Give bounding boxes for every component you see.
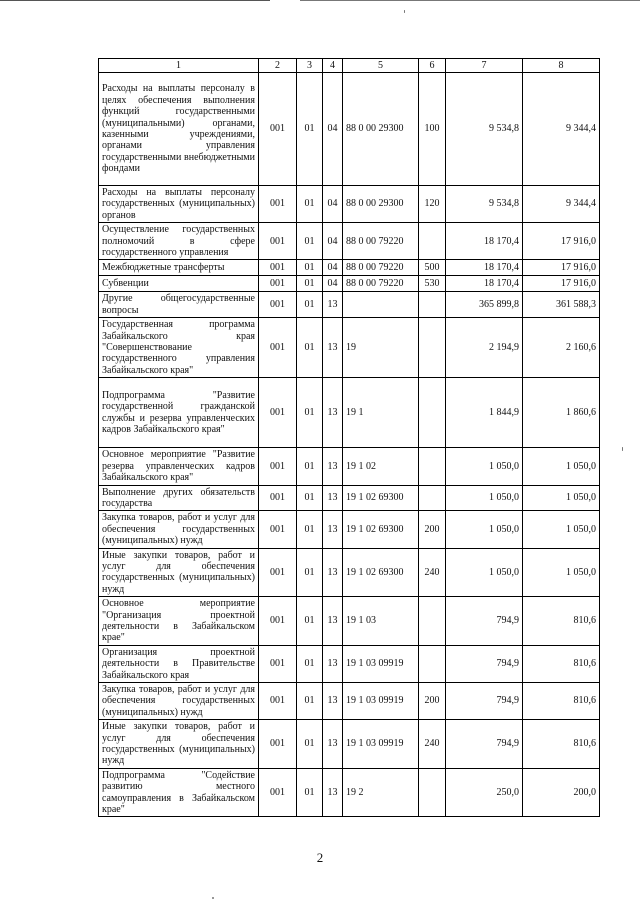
section-cell: 01 — [297, 768, 323, 817]
table-row — [99, 597, 600, 646]
amount-cell: 1 050,0 — [446, 511, 523, 548]
target-article-cell — [343, 292, 419, 318]
section-cell: 01 — [297, 276, 323, 292]
amount-cell: 9 534,8 — [446, 186, 523, 223]
code-cell: 001 — [259, 276, 297, 292]
subsection-cell: 13 — [323, 292, 343, 318]
code-cell: 001 — [259, 720, 297, 769]
section-cell: 01 — [297, 511, 323, 548]
row-name-cell: Расходы на выплаты персоналу государственных (муниципальных) органов — [99, 186, 259, 223]
amount-cell: 17 916,0 — [523, 260, 600, 276]
col-header-1: 1 — [99, 59, 259, 73]
row-name-cell: Основное мероприятие "Развитие резерва управленческих кадров Забайкальского края" — [99, 448, 259, 485]
expense-type-cell — [419, 485, 446, 511]
expense-type-cell: 120 — [419, 186, 446, 223]
amount-cell: 794,9 — [446, 645, 523, 682]
amount-cell: 365 899,8 — [446, 292, 523, 318]
amount-cell: 2 160,6 — [523, 318, 600, 378]
col-header-7: 7 — [446, 59, 523, 73]
amount-cell: 1 050,0 — [446, 448, 523, 485]
target-article-cell: 19 1 03 — [343, 597, 419, 646]
section-cell: 01 — [297, 260, 323, 276]
table-row — [99, 186, 600, 223]
target-article-cell: 88 0 00 79220 — [343, 276, 419, 292]
section-cell: 01 — [297, 73, 323, 186]
amount-cell: 361 588,3 — [523, 292, 600, 318]
section-cell: 01 — [297, 448, 323, 485]
table-row — [99, 485, 600, 511]
subsection-cell: 13 — [323, 318, 343, 378]
page-number: 2 — [316, 850, 324, 865]
subsection-cell: 13 — [323, 720, 343, 769]
section-cell: 01 — [297, 318, 323, 378]
table-row — [99, 683, 600, 720]
row-name-cell: Закупка товаров, работ и услуг для обеспечения государственных (муниципальных) нужд — [99, 511, 259, 548]
row-name-cell: Подпрограмма "Развитие государственной гражданской службы и резерва управленческих кадров Забайкальского края" — [99, 378, 259, 448]
section-cell: 01 — [297, 223, 323, 260]
amount-cell: 1 050,0 — [523, 485, 600, 511]
target-article-cell: 19 1 03 09919 — [343, 645, 419, 682]
code-cell: 001 — [259, 260, 297, 276]
amount-cell: 1 050,0 — [446, 485, 523, 511]
row-name-cell: Субвенции — [99, 276, 259, 292]
scan-speck — [212, 897, 214, 899]
code-cell: 001 — [259, 548, 297, 597]
target-article-cell: 19 — [343, 318, 419, 378]
amount-cell: 250,0 — [446, 768, 523, 817]
table-row — [99, 292, 600, 318]
row-name-cell: Закупка товаров, работ и услуг для обеспечения государственных (муниципальных) нужд — [99, 683, 259, 720]
subsection-cell: 04 — [323, 260, 343, 276]
expense-type-cell: 240 — [419, 548, 446, 597]
code-cell: 001 — [259, 378, 297, 448]
code-cell: 001 — [259, 768, 297, 817]
subsection-cell: 13 — [323, 683, 343, 720]
expense-type-cell — [419, 448, 446, 485]
subsection-cell: 13 — [323, 645, 343, 682]
amount-cell: 1 844,9 — [446, 378, 523, 448]
col-header-4: 4 — [323, 59, 343, 73]
section-cell: 01 — [297, 292, 323, 318]
target-article-cell: 19 1 03 09919 — [343, 683, 419, 720]
section-cell: 01 — [297, 378, 323, 448]
table-row — [99, 645, 600, 682]
amount-cell: 1 050,0 — [446, 548, 523, 597]
target-article-cell: 88 0 00 29300 — [343, 73, 419, 186]
code-cell: 001 — [259, 318, 297, 378]
amount-cell: 18 170,4 — [446, 260, 523, 276]
row-name-cell: Другие общегосударственные вопросы — [99, 292, 259, 318]
subsection-cell: 13 — [323, 485, 343, 511]
expense-type-cell — [419, 378, 446, 448]
amount-cell: 18 170,4 — [446, 276, 523, 292]
table-row — [99, 548, 600, 597]
row-name-cell: Осуществление государственных полномочий в сфере государственного управления — [99, 223, 259, 260]
code-cell: 001 — [259, 485, 297, 511]
col-header-2: 2 — [259, 59, 297, 73]
section-cell: 01 — [297, 720, 323, 769]
row-name-cell: Межбюджетные трансферты — [99, 260, 259, 276]
section-cell: 01 — [297, 645, 323, 682]
expense-type-cell: 500 — [419, 260, 446, 276]
row-name-cell: Государственная программа Забайкальского края "Совершенствование государственного управления Забайкальского края" — [99, 318, 259, 378]
row-name-cell: Выполнение других обязательств государства — [99, 485, 259, 511]
scan-speck — [404, 10, 405, 13]
budget-table — [98, 58, 600, 817]
section-cell: 01 — [297, 186, 323, 223]
target-article-cell: 19 1 02 69300 — [343, 548, 419, 597]
subsection-cell: 04 — [323, 186, 343, 223]
table-row — [99, 720, 600, 769]
expense-type-cell — [419, 223, 446, 260]
expense-type-cell: 200 — [419, 511, 446, 548]
expense-type-cell: 200 — [419, 683, 446, 720]
amount-cell: 810,6 — [523, 597, 600, 646]
code-cell: 001 — [259, 645, 297, 682]
amount-cell: 810,6 — [523, 720, 600, 769]
code-cell: 001 — [259, 511, 297, 548]
amount-cell: 794,9 — [446, 720, 523, 769]
scan-speck — [622, 447, 623, 451]
amount-cell: 9 344,4 — [523, 186, 600, 223]
target-article-cell: 88 0 00 79220 — [343, 260, 419, 276]
amount-cell: 810,6 — [523, 645, 600, 682]
col-header-8: 8 — [523, 59, 600, 73]
amount-cell: 1 050,0 — [523, 511, 600, 548]
target-article-cell: 19 1 02 69300 — [343, 485, 419, 511]
subsection-cell: 13 — [323, 768, 343, 817]
row-name-cell: Иные закупки товаров, работ и услуг для обеспечения государственных (муниципальных) нужд — [99, 720, 259, 769]
amount-cell: 794,9 — [446, 597, 523, 646]
target-article-cell: 19 1 03 09919 — [343, 720, 419, 769]
subsection-cell: 13 — [323, 548, 343, 597]
amount-cell: 17 916,0 — [523, 223, 600, 260]
amount-cell: 17 916,0 — [523, 276, 600, 292]
expense-type-cell — [419, 292, 446, 318]
code-cell: 001 — [259, 73, 297, 186]
amount-cell: 1 050,0 — [523, 448, 600, 485]
amount-cell: 18 170,4 — [446, 223, 523, 260]
code-cell: 001 — [259, 223, 297, 260]
code-cell: 001 — [259, 292, 297, 318]
expense-type-cell: 100 — [419, 73, 446, 186]
table-row — [99, 511, 600, 548]
section-cell: 01 — [297, 597, 323, 646]
code-cell: 001 — [259, 683, 297, 720]
subsection-cell: 04 — [323, 223, 343, 260]
row-name-cell: Основное мероприятие "Организация проектной деятельности в Забайкальском крае" — [99, 597, 259, 646]
subsection-cell: 13 — [323, 597, 343, 646]
row-name-cell: Расходы на выплаты персоналу в целях обеспечения выполнения функций государственными (муниципальными) органами, казенными учреждениями, органами управления государственными внебюджетными фондами — [99, 73, 259, 186]
target-article-cell: 88 0 00 29300 — [343, 186, 419, 223]
table-row — [99, 260, 600, 276]
subsection-cell: 04 — [323, 276, 343, 292]
amount-cell: 1 050,0 — [523, 548, 600, 597]
target-article-cell: 19 1 — [343, 378, 419, 448]
amount-cell: 9 344,4 — [523, 73, 600, 186]
code-cell: 001 — [259, 186, 297, 223]
target-article-cell: 88 0 00 79220 — [343, 223, 419, 260]
table-row — [99, 768, 600, 817]
subsection-cell: 04 — [323, 73, 343, 186]
amount-cell: 794,9 — [446, 683, 523, 720]
amount-cell: 9 534,8 — [446, 73, 523, 186]
expense-type-cell — [419, 768, 446, 817]
amount-cell: 1 860,6 — [523, 378, 600, 448]
section-cell: 01 — [297, 683, 323, 720]
table-header-row — [99, 59, 600, 73]
amount-cell: 2 194,9 — [446, 318, 523, 378]
code-cell: 001 — [259, 597, 297, 646]
amount-cell: 810,6 — [523, 683, 600, 720]
expense-type-cell: 240 — [419, 720, 446, 769]
target-article-cell: 19 1 02 69300 — [343, 511, 419, 548]
col-header-6: 6 — [419, 59, 446, 73]
subsection-cell: 13 — [323, 448, 343, 485]
table-row — [99, 318, 600, 378]
subsection-cell: 13 — [323, 378, 343, 448]
target-article-cell: 19 2 — [343, 768, 419, 817]
code-cell: 001 — [259, 448, 297, 485]
expense-type-cell — [419, 645, 446, 682]
row-name-cell: Организация проектной деятельности в Правительстве Забайкальского края — [99, 645, 259, 682]
expense-type-cell — [419, 318, 446, 378]
amount-cell: 200,0 — [523, 768, 600, 817]
top-rule-left — [0, 0, 270, 1]
col-header-3: 3 — [297, 59, 323, 73]
target-article-cell: 19 1 02 — [343, 448, 419, 485]
table-row — [99, 73, 600, 186]
expense-type-cell: 530 — [419, 276, 446, 292]
subsection-cell: 13 — [323, 511, 343, 548]
table-row — [99, 276, 600, 292]
row-name-cell: Подпрограмма "Содействие развитию местного самоуправления в Забайкальском крае" — [99, 768, 259, 817]
table-row — [99, 448, 600, 485]
top-rule-right — [300, 0, 640, 1]
table-row — [99, 223, 600, 260]
expense-type-cell — [419, 597, 446, 646]
row-name-cell: Иные закупки товаров, работ и услуг для обеспечения государственных (муниципальных) нужд — [99, 548, 259, 597]
section-cell: 01 — [297, 548, 323, 597]
table-row — [99, 378, 600, 448]
section-cell: 01 — [297, 485, 323, 511]
col-header-5: 5 — [343, 59, 419, 73]
